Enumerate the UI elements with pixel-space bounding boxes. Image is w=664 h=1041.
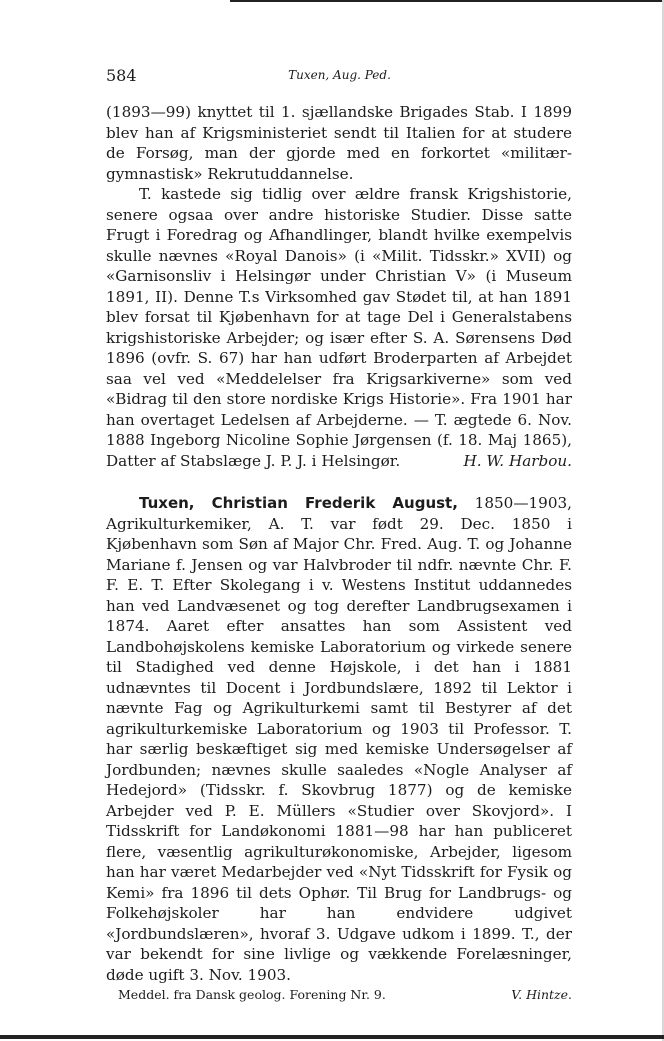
entry2-source: Meddel. fra Dansk geolog. Forening Nr. 9. bbox=[118, 987, 386, 1002]
entry1-continuation: (1893—99) knyttet til 1. sjællandske Brigades Stab. I 1899 blev han af Krigsministeriet sendt til Italien for at studere de Forsøg, man der gjorde med en forkortet «militær-gymnastisk» Rekrutuddannelse. bbox=[106, 103, 572, 183]
entry2-headword: Tuxen, Christian Frederik August, bbox=[139, 494, 458, 512]
entry-separator bbox=[106, 471, 572, 493]
bottom-rule bbox=[0, 1035, 664, 1039]
entry2-body: 1850—1903, Agrikulturkemiker, A. T. var født 29. Dec. 1850 i Kjøbenhavn som Søn af Major Chr. Fred. Aug. T. og Johanne Mariane f. Jensen og var Halvbroder til ndfr. nævnte Chr. F. F. E. T. Efter Skolegang i v. Westens Institut uddannedes han ved Landvæsenet og tog derefter Landbrugsexamen i 1874. Aaret efter ansattes han som Assistent ved Landbohøjskolens kemiske Laboratorium og virkede senere til Stadighed ved denne Højskole, i det han i 1881 udnævntes til Docent i Jordbundslære, 1892 til Lektor i nævnte Fag og Agrikulturkemi samt til Bestyrer af det agrikulturkemiske Laboratorium og 1903 til Professor. T. har særlig beskæftiget sig med kemiske Undersøgelser af Jordbunden; nævnes skulle saaledes «Nogle Analyser af Hedejord» (Tidsskr. f. Skovbrug 1877) og de kemiske Arbejder ved P. E. Müllers «Studier over Skovjord». I Tidsskrift for Landøkonomi 1881—98 har han publiceret flere, væsentlig agrikulturøkonomiske, Arbejder, ligesom han har været Medarbejder ved «Nyt Tidsskrift for Fysik og Kemi» fra 1896 til dets Ophør. Til Brug for Landbrugs- og Folkehøjskoler har han endvidere udgivet «Jordbundslæren», hvoraf 3. Udgave udkom i 1899. T., der var bekendt for sine livlige og vækkende Forelæsninger, døde ugift 3. Nov. 1903. bbox=[106, 494, 572, 984]
entry1-signature: H. W. Harbou. bbox=[463, 451, 572, 470]
entry1-paragraph bbox=[106, 184, 572, 471]
page-number: 584 bbox=[106, 66, 137, 85]
entry2-source-line bbox=[106, 985, 572, 1006]
running-head: Tuxen, Aug. Ped. bbox=[288, 68, 391, 82]
entry2-paragraph bbox=[106, 493, 572, 985]
body-text bbox=[106, 102, 572, 1006]
page-header bbox=[106, 66, 573, 88]
entry2-signature: V. Hintze. bbox=[511, 987, 572, 1002]
top-rule bbox=[230, 0, 664, 2]
entry1-paragraph-text: T. kastede sig tidlig over ældre fransk Krigshistorie, senere ogsaa over andre historiske Studier. Disse satte Frugt i Foredrag og Afhandlinger, blandt hvilke exempelvis skulle nævnes «Royal Danois» (i «Milit. Tidsskr.» XVII) og «Garnisonsliv i Helsingør under Christian V» (i Museum 1891, II). Denne T.s Virksomhed gav Stødet til, at han 1891 blev forsat til Kjøbenhavn for at tage Del i Generalstabens krigshistoriske Arbejder; og især efter S. A. Sørensens Død 1896 (ovfr. S. 67) har han udført Broderparten af Arbejdet saa vel ved «Meddelelser fra Krigsarkiverne» som ved «Bidrag til den store nordiske Krigs Historie». Fra 1901 har han overtaget Ledelsen af Arbejderne. — T. ægtede 6. Nov. 1888 Ingeborg Nicoline Sophie Jørgensen (f. 18. Maj 1865), Datter af Stabslæge J. P. J. i Helsingør. bbox=[106, 185, 572, 470]
